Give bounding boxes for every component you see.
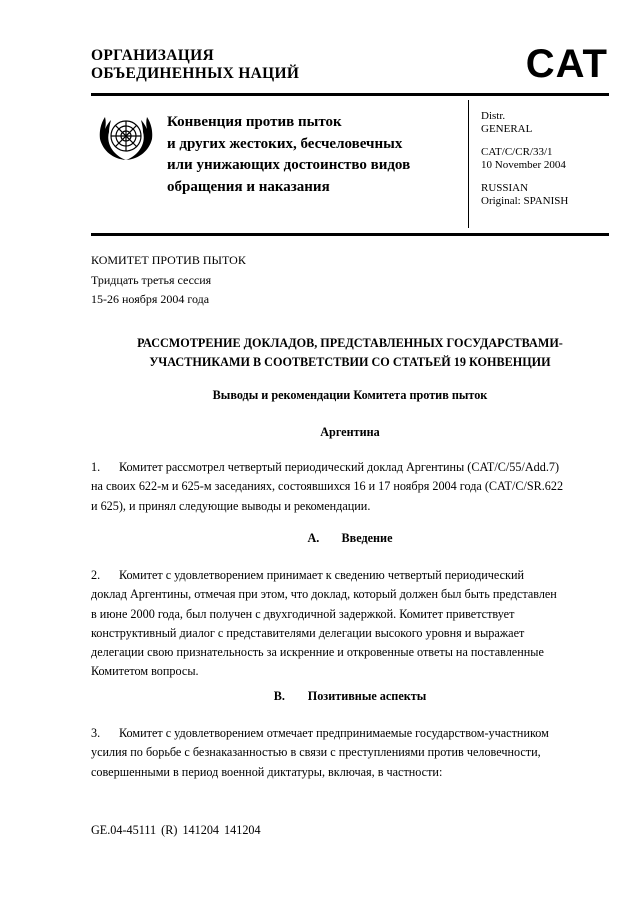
org-line-2: ОБЪЕДИНЕННЫХ НАЦИЙ: [91, 65, 300, 82]
section-letter: B.: [273, 689, 285, 703]
paragraph-line: Комитетом вопросы.: [91, 664, 199, 679]
header-divider: [468, 100, 469, 228]
section-title: Позитивные аспекты: [307, 689, 427, 703]
committee-block: [91, 251, 246, 310]
paragraph-line: в июне 2000 года, был получен с двухгодичной задержкой. Комитет приветствует: [91, 606, 515, 621]
committee-name: КОМИТЕТ ПРОТИВ ПЫТОК: [91, 253, 246, 267]
document-subtitle: Выводы и рекомендации Комитета против пыток: [212, 388, 488, 402]
paragraph-line: Комитет рассмотрел четвертый периодический доклад Аргентины (CAT/C/55/Add.7): [119, 460, 560, 474]
document-code: CAT: [525, 42, 608, 86]
paragraph-line: на своих 622-м и 625-м заседаниях, состоявшихся 16 и 17 ноября 2004 года (CAT/C/SR.622: [91, 479, 564, 494]
convention-line-2: и других жестоких, бесчеловечных: [167, 135, 403, 152]
document-footer: GE.04-45111 (R) 141204 141204: [91, 823, 261, 837]
section-heading-a: [91, 531, 609, 546]
paragraph-line: Комитет с удовлетворением отмечает предпринимаемые государством-участником: [119, 726, 549, 740]
paragraph-number: 3.: [91, 726, 101, 740]
paragraph-number: 1.: [91, 460, 101, 474]
paragraph-number: 2.: [91, 568, 101, 582]
title-line-1: РАССМОТРЕНИЕ ДОКЛАДОВ, ПРЕДСТАВЛЕННЫХ ГОСУДАРСТВАМИ-: [137, 336, 563, 350]
paragraph-line: усилия по борьбе с безнаказанностью в связи с преступлениями против человечности,: [91, 745, 541, 760]
distr-type: GENERAL: [481, 123, 533, 135]
header-rule-top: [91, 93, 609, 96]
paragraph-1: [91, 458, 621, 516]
document-symbol: CAT/C/CR/33/1: [481, 146, 553, 158]
paragraph-line: доклад Аргентины, отмечая при этом, что доклад, который должен был быть представлен: [91, 587, 557, 602]
session-dates: 15-26 ноября 2004 года: [91, 292, 210, 306]
convention-line-1: Конвенция против пыток: [167, 114, 342, 130]
paragraph-3: [91, 724, 621, 782]
document-language: RUSSIAN: [481, 182, 529, 194]
paragraph-2: [91, 566, 621, 682]
original-language: Original: SPANISH: [481, 195, 569, 207]
header-rule-bottom: [91, 233, 609, 236]
paragraph-line: Комитет с удовлетворением принимает к сведению четвертый периодический: [119, 568, 525, 582]
document-title: [91, 334, 609, 372]
section-letter: A.: [307, 531, 320, 545]
paragraph-line: и 625), и принял следующие выводы и рекомендации.: [91, 498, 371, 513]
section-heading-b: [91, 689, 609, 704]
convention-line-4: обращения и наказания: [167, 178, 330, 195]
convention-line-3: или унижающих достоинство видов: [167, 157, 411, 173]
distr-label: Distr.: [481, 110, 506, 122]
session-name: Тридцать третья сессия: [91, 272, 212, 287]
org-line-1: ОРГАНИЗАЦИЯ: [91, 47, 214, 64]
paragraph-line: совершенными в период военной диктатуры, включая, в частности:: [91, 764, 443, 779]
paragraph-line: конструктивный диалог с представителями делегации высокого уровня и выражает: [91, 625, 525, 640]
paragraph-line: делегации свою признательность за искренние и откровенные ответы на поставленные: [91, 645, 544, 660]
section-title: Введение: [341, 531, 393, 545]
convention-title: [167, 112, 462, 198]
organization-name: [91, 47, 299, 83]
distribution-block: [481, 110, 568, 208]
un-emblem-icon: [95, 109, 157, 165]
title-line-2: УЧАСТНИКАМИ В СООТВЕТСТВИИ СО СТАТЬЕЙ 19 КОНВЕНЦИИ: [149, 355, 551, 369]
country-heading: Аргентина: [320, 425, 380, 439]
document-date: 10 November 2004: [481, 159, 566, 171]
